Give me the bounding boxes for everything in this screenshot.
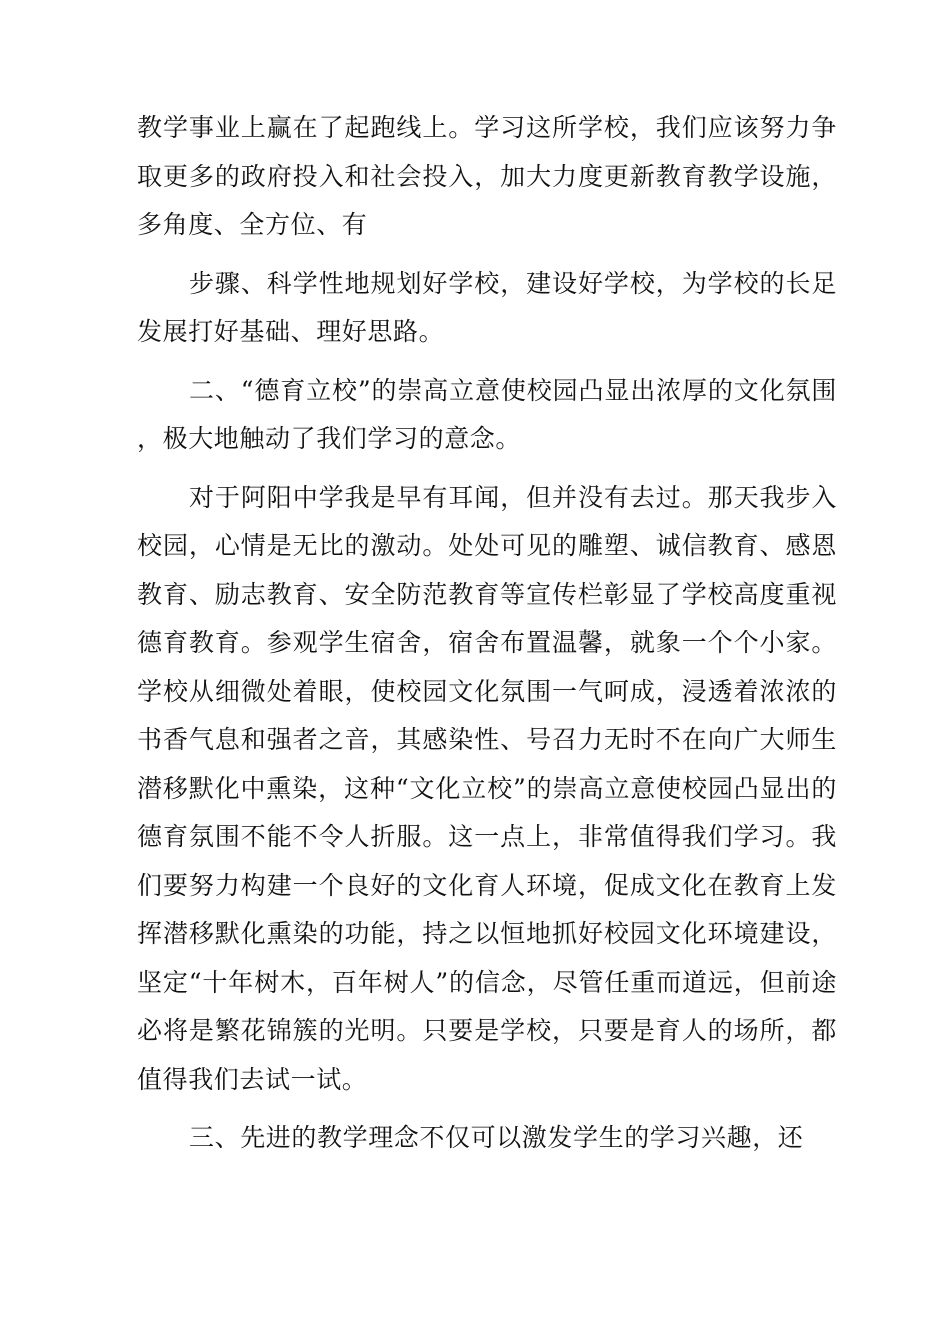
paragraph-continuation: 教学事业上赢在了起跑线上。学习这所学校，我们应该努力争取更多的政府投入和社会投入，加大力度更新教育教学设施，多角度、全方位、有 xyxy=(137,113,837,239)
document-body xyxy=(137,104,837,1163)
paragraph-planning: 步骤、科学性地规划好学校，建设好学校，为学校的长足发展打好基础、理好思路。 xyxy=(137,268,837,346)
section-heading-teaching-concepts: 三、先进的教学理念不仅可以激发学生的学习兴趣，还 xyxy=(189,1123,804,1152)
paragraph-ayang-school: 对于阿阳中学我是早有耳闻，但并没有去过。那天我步入校园，心情是无比的激动。处处可见的雕塑、诚信教育、感恩教育、励志教育、安全防范教育等宣传栏彰显了学校高度重视德育教育。参观学生宿舍，宿舍布置温馨，就象一个个小家。学校从细微处着眼，使校园文化氛围一气呵成，浸透着浓浓的书香气息和强者之音，其感染性、号召力无时不在向广大师生潜移默化中熏染，这种“文化立校”的崇高立意使校园凸显出的德育氛围不能不令人折服。这一点上，非常值得我们学习。我们要努力构建一个良好的文化育人环境，促成文化在教育上发挥潜移默化熏染的功能，持之以恒地抓好校园文化环境建设，坚定“十年树木，百年树人”的信念，尽管任重而道远，但前途必将是繁花锦簇的光明。只要是学校，只要是育人的场所，都值得我们去试一试。 xyxy=(137,482,837,1094)
section-heading-moral-education: 二、“德育立校”的崇高立意使校园凸显出浓厚的文化氛围，极大地触动了我们学习的意念。 xyxy=(137,375,837,453)
